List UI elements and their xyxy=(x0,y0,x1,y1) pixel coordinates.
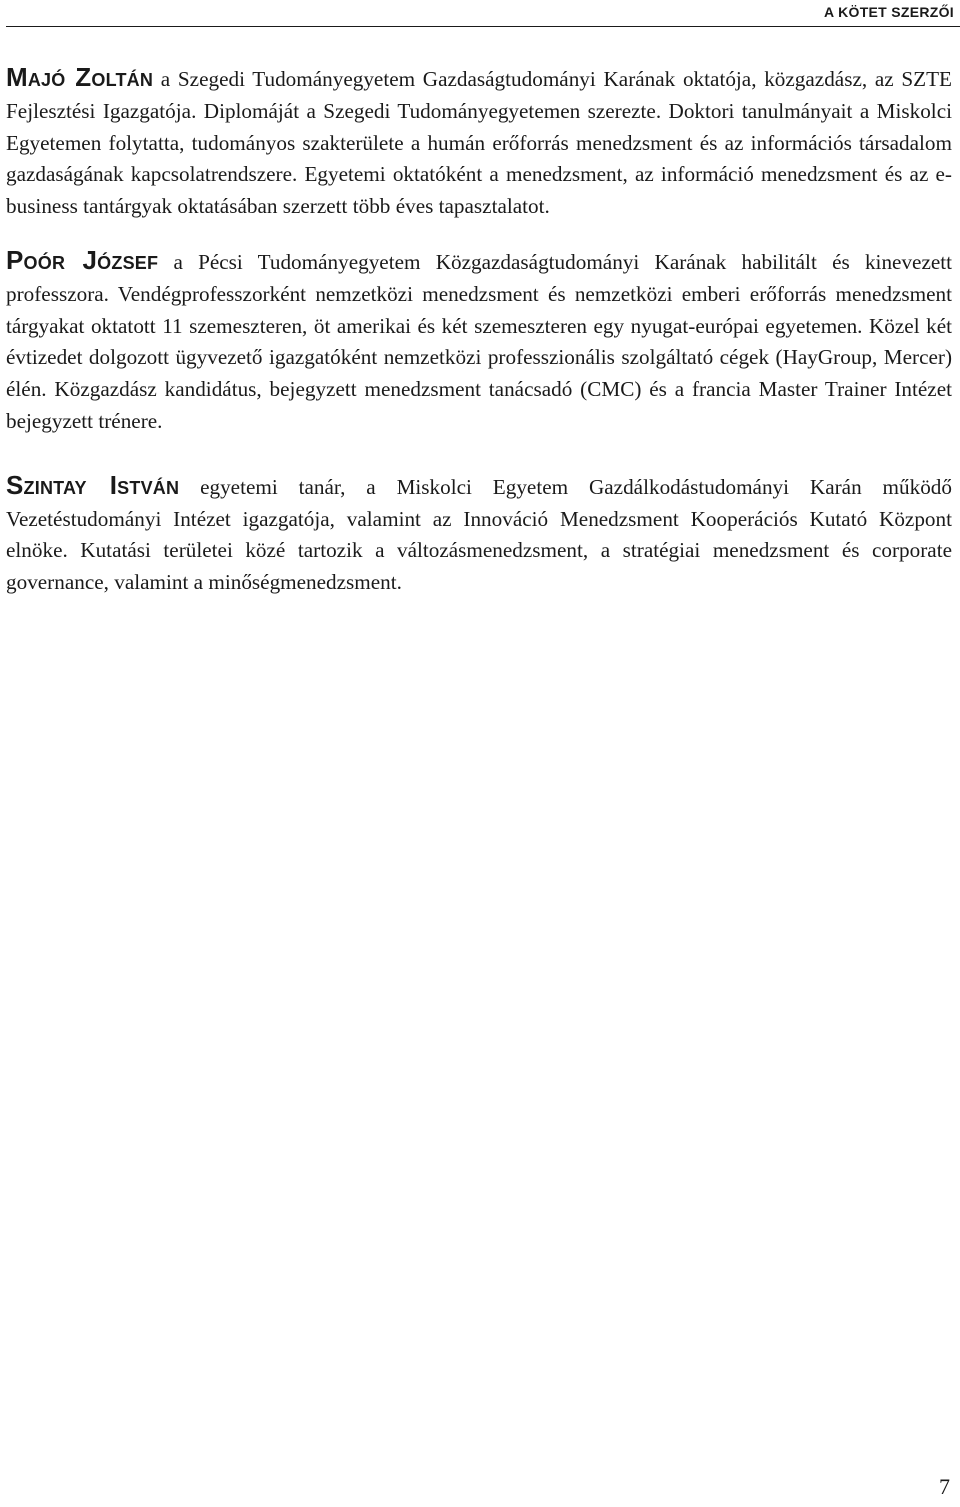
running-header: A KÖTET SZERZŐI xyxy=(824,4,954,20)
page-number: 7 xyxy=(939,1474,950,1499)
author-bio-text: a Szegedi Tudományegyetem Gazdaságtudományi Karának oktatója, közgazdász, az SZTE Fejlesztési Igazgatója. Diplomáját a Szegedi Tudományegyetemen szerezte. Doktori tanulmányait a Miskolci Egyetemen folytatta, tudományos szakterülete a humán erőforrás menedzsment és az információs társadalom gazdaságának kapcsolatrendszere. Egyetemi oktatóként a menedzsment, az információ menedzsment és az e-business tantárgyak oktatásában szerzett több éves tapasztalatot. xyxy=(6,67,952,219)
author-bio-text: a Pécsi Tudományegyetem Közgazdaságtudományi Karának habilitált és kinevezett professzora. Vendégprofesszorként nemzetközi menedzsment és nemzetközi emberi erőforrás menedzsment tárgyakat oktatott 11 szemeszteren, öt amerikai és két szemeszteren egy nyugat-európai egyetemen. Közel két évtizedet dolgozott ügyvezető igazgatóként nemzetközi professzionális szolgáltató cégek (HayGroup, Mercer) élén. Közgazdász kandidátus, bejegyzett menedzsment tanácsadó (CMC) és a francia Master Trainer Intézet bejegyzett trénere. xyxy=(6,249,953,433)
author-name: Szintay István xyxy=(6,469,180,500)
author-bio-majo xyxy=(6,62,952,223)
author-name: Poór József xyxy=(6,244,159,275)
author-bio-text: egyetemi tanár, a Miskolci Egyetem Gazdálkodástudományi Karán működő Vezetéstudományi Intézet igazgatója, valamint az Innováció Menedzsment Kooperációs Kutató Központ elnöke. Kutatási területei közé tartozik a változásmenedzsment, a stratégiai menedzsment és corporate governance, valamint a minőségmenedzsment. xyxy=(6,474,952,595)
author-bios xyxy=(6,62,952,621)
author-bio-szintay xyxy=(6,470,952,599)
author-bio-poor xyxy=(6,245,952,438)
header-rule xyxy=(6,26,960,27)
author-name: Majó Zoltán xyxy=(6,62,154,92)
